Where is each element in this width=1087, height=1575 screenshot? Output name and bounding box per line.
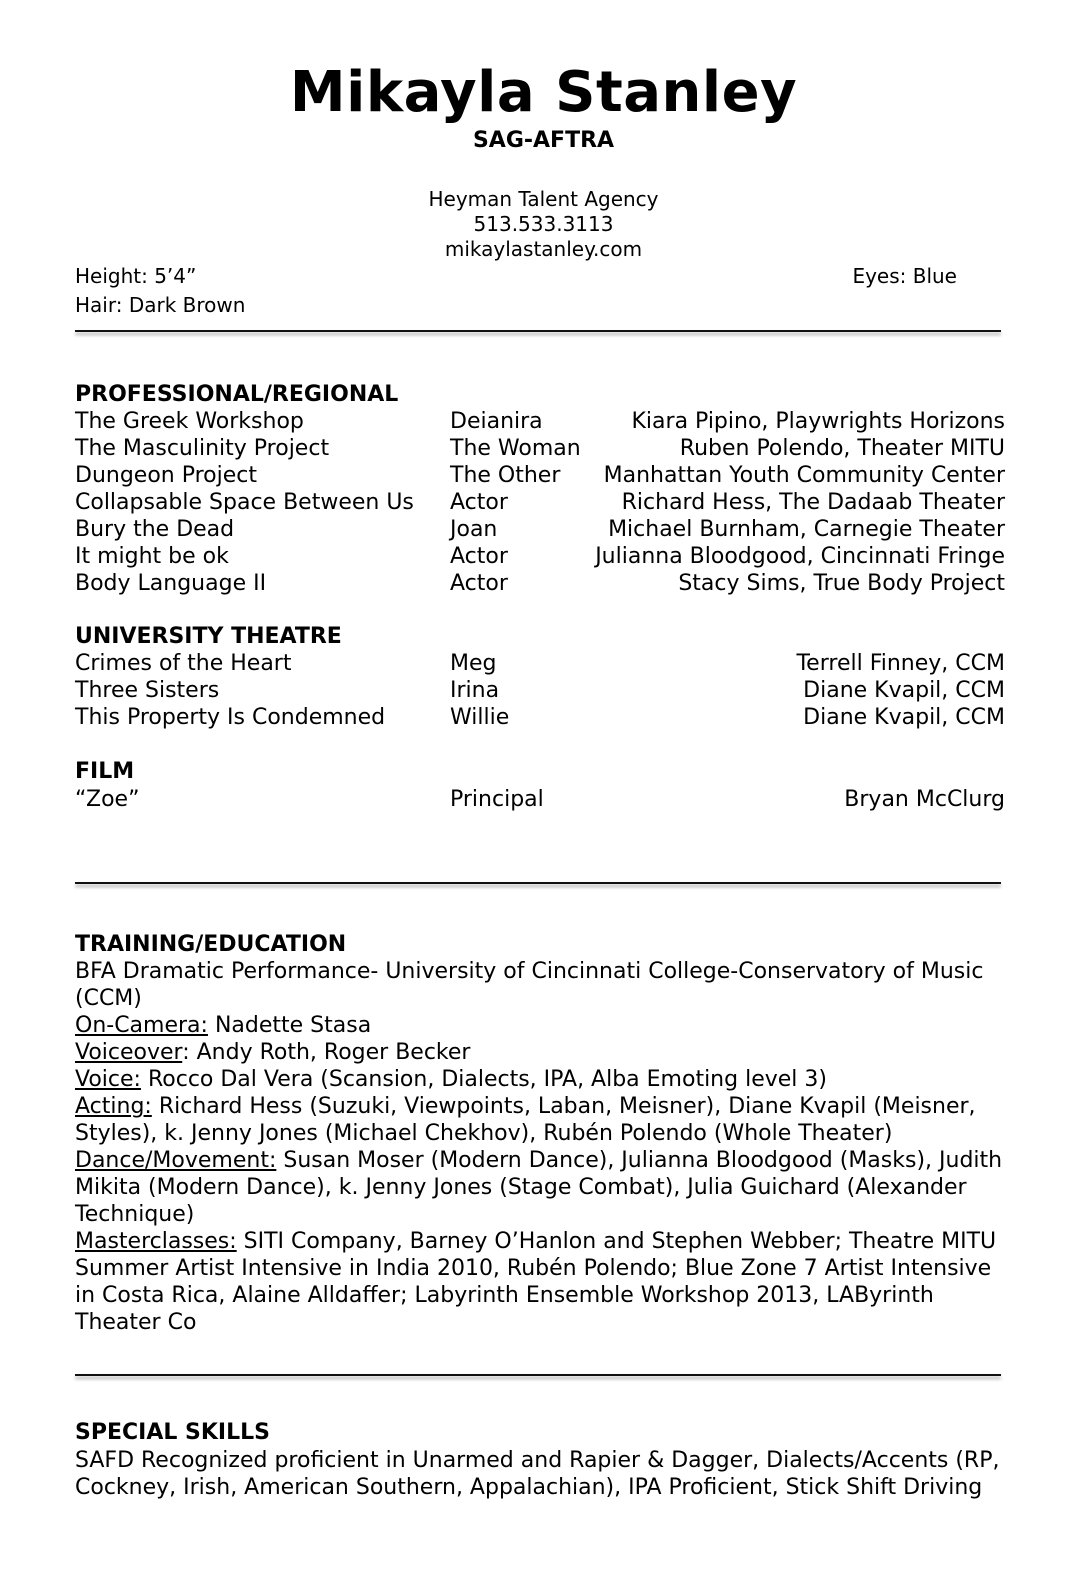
credit-director: Diane Kvapil, CCM xyxy=(803,678,1005,703)
divider xyxy=(75,882,1001,884)
credit-row xyxy=(75,462,1005,489)
credit-row xyxy=(75,570,1005,597)
training-text: SITI Company, Barney O’Hanlon and Stephen Webber; Theatre MITU Summer Artist Intensive in India 2010, Rubén Polendo; Blue Zone 7 Artist Intensive in Costa Rica, Alaine Alldaffer; Labyrinth Ensemble Workshop 2013, LAByrinth Theater Co xyxy=(75,1229,997,1335)
section-heading-university: UNIVERSITY THEATRE xyxy=(75,624,342,649)
credit-row xyxy=(75,489,1005,516)
training-item xyxy=(75,1066,1010,1093)
credit-title: This Property Is Condemned xyxy=(75,705,386,730)
credit-role: The Other xyxy=(450,463,561,488)
hair-stat: Hair: Dark Brown xyxy=(75,293,246,317)
section-heading-film: FILM xyxy=(75,759,135,784)
training-item xyxy=(75,1012,1010,1039)
credit-row xyxy=(75,435,1005,462)
training-text: : Andy Roth, Roger Becker xyxy=(182,1040,471,1065)
training-label: Masterclasses: xyxy=(75,1229,237,1254)
credit-row xyxy=(75,516,1005,543)
training-item xyxy=(75,1093,1010,1147)
training-label: Acting: xyxy=(75,1094,152,1119)
training-item xyxy=(75,1039,1010,1066)
credit-director: Manhattan Youth Community Center xyxy=(603,463,1005,488)
eyes-stat: Eyes: Blue xyxy=(852,264,957,288)
training-label: Dance/Movement: xyxy=(75,1148,277,1173)
credit-role: Actor xyxy=(450,544,508,569)
training-text: Nadette Stasa xyxy=(207,1013,372,1038)
credit-director: Diane Kvapil, CCM xyxy=(803,705,1005,730)
credit-role: Willie xyxy=(450,705,510,730)
credit-title: The Greek Workshop xyxy=(75,409,304,434)
section-heading-professional: PROFESSIONAL/REGIONAL xyxy=(75,382,399,407)
credit-title: Crimes of the Heart xyxy=(75,651,292,676)
credit-row xyxy=(75,408,1005,435)
credit-title: Bury the Dead xyxy=(75,517,235,542)
training-body xyxy=(75,958,1010,1336)
credit-title: “Zoe” xyxy=(75,787,140,812)
credit-role: The Woman xyxy=(450,436,581,461)
training-text: Richard Hess (Suzuki, Viewpoints, Laban, Meisner), Diane Kvapil (Meisner, Styles), k. Jenny Jones (Michael Chekhov), Rubén Polendo (Whole Theater) xyxy=(75,1094,976,1146)
credit-director: Ruben Polendo, Theater MITU xyxy=(679,436,1005,461)
credit-row xyxy=(75,704,1005,731)
credit-director: Kiara Pipino, Playwrights Horizons xyxy=(631,409,1005,434)
training-item xyxy=(75,1147,1010,1228)
credit-role: Meg xyxy=(450,651,497,676)
professional-credits xyxy=(75,408,1005,597)
degree-line: BFA Dramatic Performance- University of Cincinnati College-Conservatory of Music (CCM) xyxy=(75,959,984,1011)
section-heading-skills: SPECIAL SKILLS xyxy=(75,1420,270,1445)
credit-role: Actor xyxy=(450,490,508,515)
training-label: Voice: xyxy=(75,1067,141,1092)
credit-role: Deianira xyxy=(450,409,543,434)
credit-title: Dungeon Project xyxy=(75,463,257,488)
credit-role: Actor xyxy=(450,571,508,596)
training-item xyxy=(75,1228,1010,1336)
contact-block xyxy=(0,187,1087,262)
film-credits xyxy=(75,786,1005,813)
training-label: Voiceover xyxy=(75,1040,183,1065)
credit-director: Stacy Sims, True Body Project xyxy=(678,571,1005,596)
credit-row xyxy=(75,543,1005,570)
training-text: Susan Moser (Modern Dance), Julianna Bloodgood (Masks), Judith Mikita (Modern Dance), k. Jenny Jones (Stage Combat), Julia Guichard (Alexander Technique) xyxy=(75,1148,1003,1227)
credit-director: Richard Hess, The Dadaab Theater xyxy=(621,490,1005,515)
credit-title: The Masculinity Project xyxy=(75,436,330,461)
credit-director: Michael Burnham, Carnegie Theater xyxy=(608,517,1005,542)
credit-title: Collapsable Space Between Us xyxy=(75,490,414,515)
union-affiliation: SAG-AFTRA xyxy=(472,128,615,153)
university-credits xyxy=(75,650,1005,731)
skills-text: SAFD Recognized proficient in Unarmed and Rapier & Dagger, Dialects/Accents (RP, Cockney, Irish, American Southern, Appalachian), IPA Proficient, Stick Shift Driving xyxy=(75,1448,1000,1500)
credit-role: Irina xyxy=(450,678,500,703)
credit-director: Bryan McClurg xyxy=(844,787,1005,812)
credit-title: Three Sisters xyxy=(75,678,220,703)
section-heading-training: TRAINING/EDUCATION xyxy=(75,932,347,957)
agency-name: Heyman Talent Agency xyxy=(428,187,659,211)
credit-title: It might be ok xyxy=(75,544,229,569)
credit-role: Joan xyxy=(450,517,498,542)
credit-row xyxy=(75,786,1005,813)
credit-role: Principal xyxy=(450,787,544,812)
divider xyxy=(75,330,1001,332)
credit-row xyxy=(75,650,1005,677)
resume-name: Mikayla Stanley xyxy=(289,60,798,125)
website-link[interactable]: mikaylastanley.com xyxy=(444,237,643,261)
divider xyxy=(75,1374,1001,1376)
training-text: Rocco Dal Vera (Scansion, Dialects, IPA, Alba Emoting level 3) xyxy=(140,1067,827,1092)
credit-title: Body Language II xyxy=(75,571,267,596)
phone-number: 513.533.3113 xyxy=(473,212,614,236)
credit-director: Terrell Finney, CCM xyxy=(796,651,1005,676)
credit-director: Julianna Bloodgood, Cincinnati Fringe xyxy=(595,544,1005,569)
training-label: On-Camera: xyxy=(75,1013,208,1038)
height-stat: Height: 5’4” xyxy=(75,264,197,288)
credit-row xyxy=(75,677,1005,704)
